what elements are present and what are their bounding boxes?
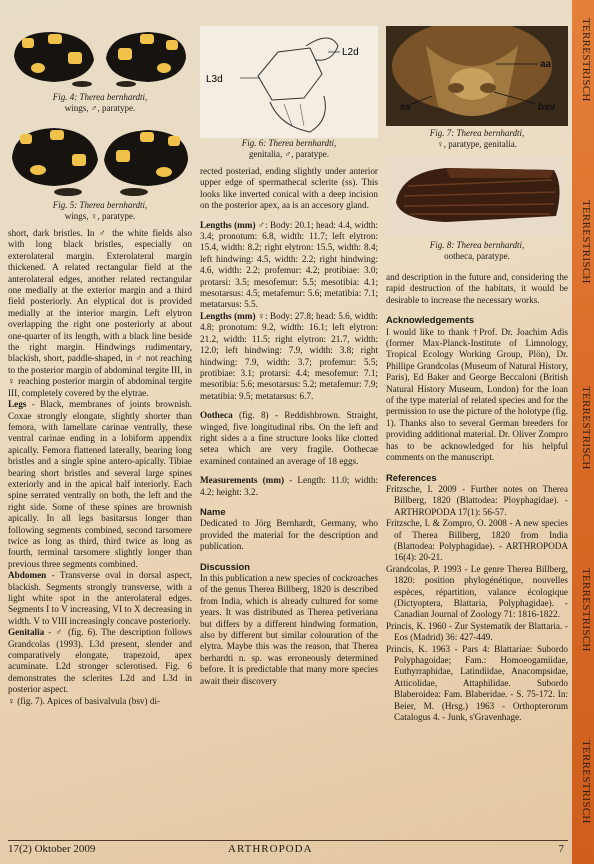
column-3-text bbox=[386, 272, 568, 723]
figure-8-ootheca-photo bbox=[386, 156, 568, 238]
figure-6-caption: Fig. 6: Therea bernhardti, genitalia, ♂, paratype. bbox=[241, 138, 337, 159]
issue-info: 17(2) Oktober 2009 bbox=[8, 843, 96, 855]
reference-item: Princis, K. 1963 - Pars 4: Blattariae: Subordo Polyphagoidae; Fam.: Homoeogamiidae, Euthyrraphidae, Latindiidae, Anacompsidae, Atticolidae, Attaphilidae. Subordo Blaberoidea: Fam. Blaberidae. - S. 75-172. In: Beier, M. (Hrsg.) 1963 - Orthopterorum Catalogus 4. - Junk, s'Gravenhage. bbox=[386, 643, 568, 723]
sidebar-label: TERRESTRISCH bbox=[580, 568, 592, 652]
figure-7-caption: Fig. 7: Therea bernhardti, ♀, paratype, genitalia. bbox=[429, 128, 525, 149]
ootheca-paragraph: Ootheca (fig. 8) - Reddishbrown. Straight, winged, five longitudinal ribs. On the left and right sides a a fine structure looks like clotted setea which are very fragile. Oothecae examined contained an average of 18 eggs. bbox=[200, 410, 378, 466]
column-1-text bbox=[8, 228, 192, 707]
lengths-male: Lengths (mm) ♂: Body: 20.1; head: 4.4, width: 3.4; pronotum: 6.8, width: 11.7; left elytron: 15.4, width: 8.2; right elytron: 15.5, width: 8.4; left hindwing: 4.5, width: 2.2; right hindwing: 4.6, width: 2.2; profemur: 4.2; protibiae: 3.0; protarsi: 3.5; mesofemur: 5.5; mesotibia: 4.1; mesotarsus: 4.5; metafemur: 5.6; metatibia: 7.1; metatarsus: 5.5. bbox=[200, 219, 378, 310]
description-paragraph: short, dark bristles. In ♂ the white fields also with long black bristles, especially on exterolateral margin. Exterolateral margin thickened. A related rectangular field at the anterolateral edges, another related rectangular one medially at the exterior margin and a third field posteriorly. An elyptical dot is provided medially at the interior margin. Left elytron overlapping the right one posteriorly at about one-quarter of its length, with a black line beside the right margin. Hindwings rudimentary, blackish, short, paddle-shaped, in ♂ not reaching to the posterior margin of abdominal tergite III, in ♀ reaching posterior margin of abdominal tergite III, completely covered by the elytrae. bbox=[8, 228, 192, 398]
l3d-label: L3d bbox=[206, 74, 223, 85]
legs-paragraph: Legs - Black, membranes of joints brownish. Coxae strongly elongate, slightly shorter than femora, with lamellate carinae ventrally, these ventral carinae ending in a lobiform appendix apically. Femora flattened laterally, bearing long bristles and a single spine antero-apically. Tibiae bearing short bristles and several large spines exteriorly and in the apical half interiorly. Each spine serrated ventrally on both, the left and the right side. Some of these spines are brownish apically. In all legs basitarsus longer than following segments combined, second tarsomere twice as long as third, third twice as long as fourth, terminal tarsomere slightly longer than previous three segments combined. bbox=[8, 399, 192, 569]
left-hindwing bbox=[54, 188, 82, 196]
discussion-continued: and description in the future and, considering the rapid destruction of the habitats, it would be desirable to increase the necessary works. bbox=[386, 272, 568, 305]
right-hindwing bbox=[120, 188, 148, 196]
page-footer bbox=[8, 840, 568, 857]
sidebar-label: TERRESTRISCH bbox=[580, 18, 592, 102]
figure-6-genitalia-drawing bbox=[200, 26, 378, 138]
acknowledgements-paragraph: I would like to thank †Prof. Dr. Joachim Adis (former Max-Planck-Institute of Limnology, Tropical Ecology Working Group, Plön), Dr. Phillipe Grandcolas (Museum of Natural History, Paris), Ed Baker and George Beccaloni (British Natural History Museum, London) for the loan of the type material of related species and for the permission to use the picture of the holotype (fig. 1). Thanks also to several German breeders for providing additional material. Dr. Oliver Zompro has to be acknowledged for his helpful comments on the manuscript. bbox=[386, 326, 568, 463]
figure-8-caption: Fig. 8: Therea bernhardti, ootheca, paratype. bbox=[429, 240, 525, 261]
reference-item: Fritzsche, I. 2009 - Further notes on Therea Billberg, 1820 (Blattodea: Ployphagidae). - ARTHROPODA 17(1): 56-57. bbox=[386, 483, 568, 517]
reference-item: Princis, K. 1960 - Zur Systematik der Blattaria. - Eos (Madrid) 36: 427-449. bbox=[386, 620, 568, 643]
figure-5-wings-female bbox=[8, 124, 192, 198]
right-hindwing bbox=[116, 81, 136, 87]
discussion-paragraph: In this publication a new species of cockroaches of the genus Therea Billberg, 1820 is described from India, which is already cultured for some years. It was distributed as Therea petiveriana but differs by a different hindwing formation, also by different but similar colouration of the elytra. Maybe this was the reason, that Therea berhardti n. sp. was erroneously determined before. It is predictable that many more species await their discovery bbox=[200, 573, 378, 686]
left-hindwing bbox=[72, 81, 92, 87]
genitalia-paragraph: Genitalia - ♂ (fig. 6). The description follows Grandcolas (1993). L3d present, slender and comparatively elongate, trapezoid, apex acuminate. L2d stronger sclerotised. Fig. 6 demonstrates the sclerites L2d and L3d in posterior aspect. bbox=[8, 627, 192, 695]
column-2-text bbox=[200, 166, 378, 687]
name-heading: Name bbox=[200, 505, 226, 517]
reference-list bbox=[386, 484, 568, 724]
reference-item: Grandcolas, P. 1993 - Le genre Therea Billberg, 1820: position phylogénétique, nouvelles espèces, répartition, valance écologique (Dictyoptera, Blattaria, Polyphagidae). - Canadian Journal of Zoology 71: 1816-1822. bbox=[386, 563, 568, 620]
name-paragraph: Dedicated to Jörg Bernhardt, Germany, who provided the material for the description and publication. bbox=[200, 518, 378, 552]
figure-7-genitalia-photo bbox=[386, 26, 568, 126]
references-heading: References bbox=[386, 471, 437, 483]
ss-label: ss bbox=[400, 102, 412, 113]
sidebar-label: TERRESTRISCH bbox=[580, 740, 592, 824]
bsv-label: bsv bbox=[538, 102, 556, 113]
figure-4-caption: Fig. 4: Therea bernhardti, wings, ♂, paratype. bbox=[52, 92, 148, 113]
genitalia-continued: rected posteriad, ending slightly under anterior upper edge of spermathecal sclerite (ss). This looks like inverted conical with a deep incision on the posterior apex, aa is an accesory gland. bbox=[200, 166, 378, 211]
figure-4-wings-male bbox=[8, 26, 192, 90]
aa-label: aa bbox=[540, 59, 552, 70]
l2d-label: L2d bbox=[342, 47, 359, 58]
reference-item: Fritzsche, I. & Zompro, O. 2008 - A new species of Therea Billberg, 1820 from India (Blattodea: Polyphagidae). - ARTHROPODA 16(4): 20-21. bbox=[386, 518, 568, 563]
discussion-heading: Discussion bbox=[200, 560, 251, 572]
abdomen-paragraph: Abdomen - Transverse oval in dorsal aspect, blackish. Segments strongly transverse, with a light white spot in the anterolateral edges. Segments I to V increasing, VI to X decreasing in width. V to VIII increasingly concave posteriorly. bbox=[8, 570, 192, 626]
lengths-female: Lengths (mm) ♀: Body: 27.8; head: 5.6, width: 4.8; pronotum: 9.2, width: 16.1; left elytron: 21.2, width: 11.5; right elytron: 21.7, width: 12.0; left hindwing: 7.9, width: 3.8; right hindwing: 7.9, width: 3.7; profemur: 5.5; protibiae: 3.1; protarsi: 4.4; mesofemur: 7.1; mesotibia: 5.6; mesotarsus: 5.2; metafemur: 7.9; metatibia: 9.5; metatarsus: 6.7. bbox=[200, 310, 378, 401]
figure-5-caption: Fig. 5: Therea bernhardti, wings, ♀, paratype. bbox=[52, 200, 148, 221]
section-sidebar bbox=[572, 0, 594, 864]
measurements-paragraph: Measurements (mm) - Length: 11.0; width: 4.2; height: 3.2. bbox=[200, 475, 379, 497]
journal-name: ARTHROPODA bbox=[228, 843, 313, 855]
sidebar-label: TERRESTRISCH bbox=[580, 386, 592, 470]
acknowledgements-heading: Acknowledgements bbox=[386, 314, 475, 326]
page-number: 7 bbox=[558, 843, 564, 855]
sidebar-label: TERRESTRISCH bbox=[580, 200, 592, 284]
genitalia-female-paragraph: ♀ (fig. 7). Apices of basivalvula (bsv) di- bbox=[8, 695, 161, 706]
